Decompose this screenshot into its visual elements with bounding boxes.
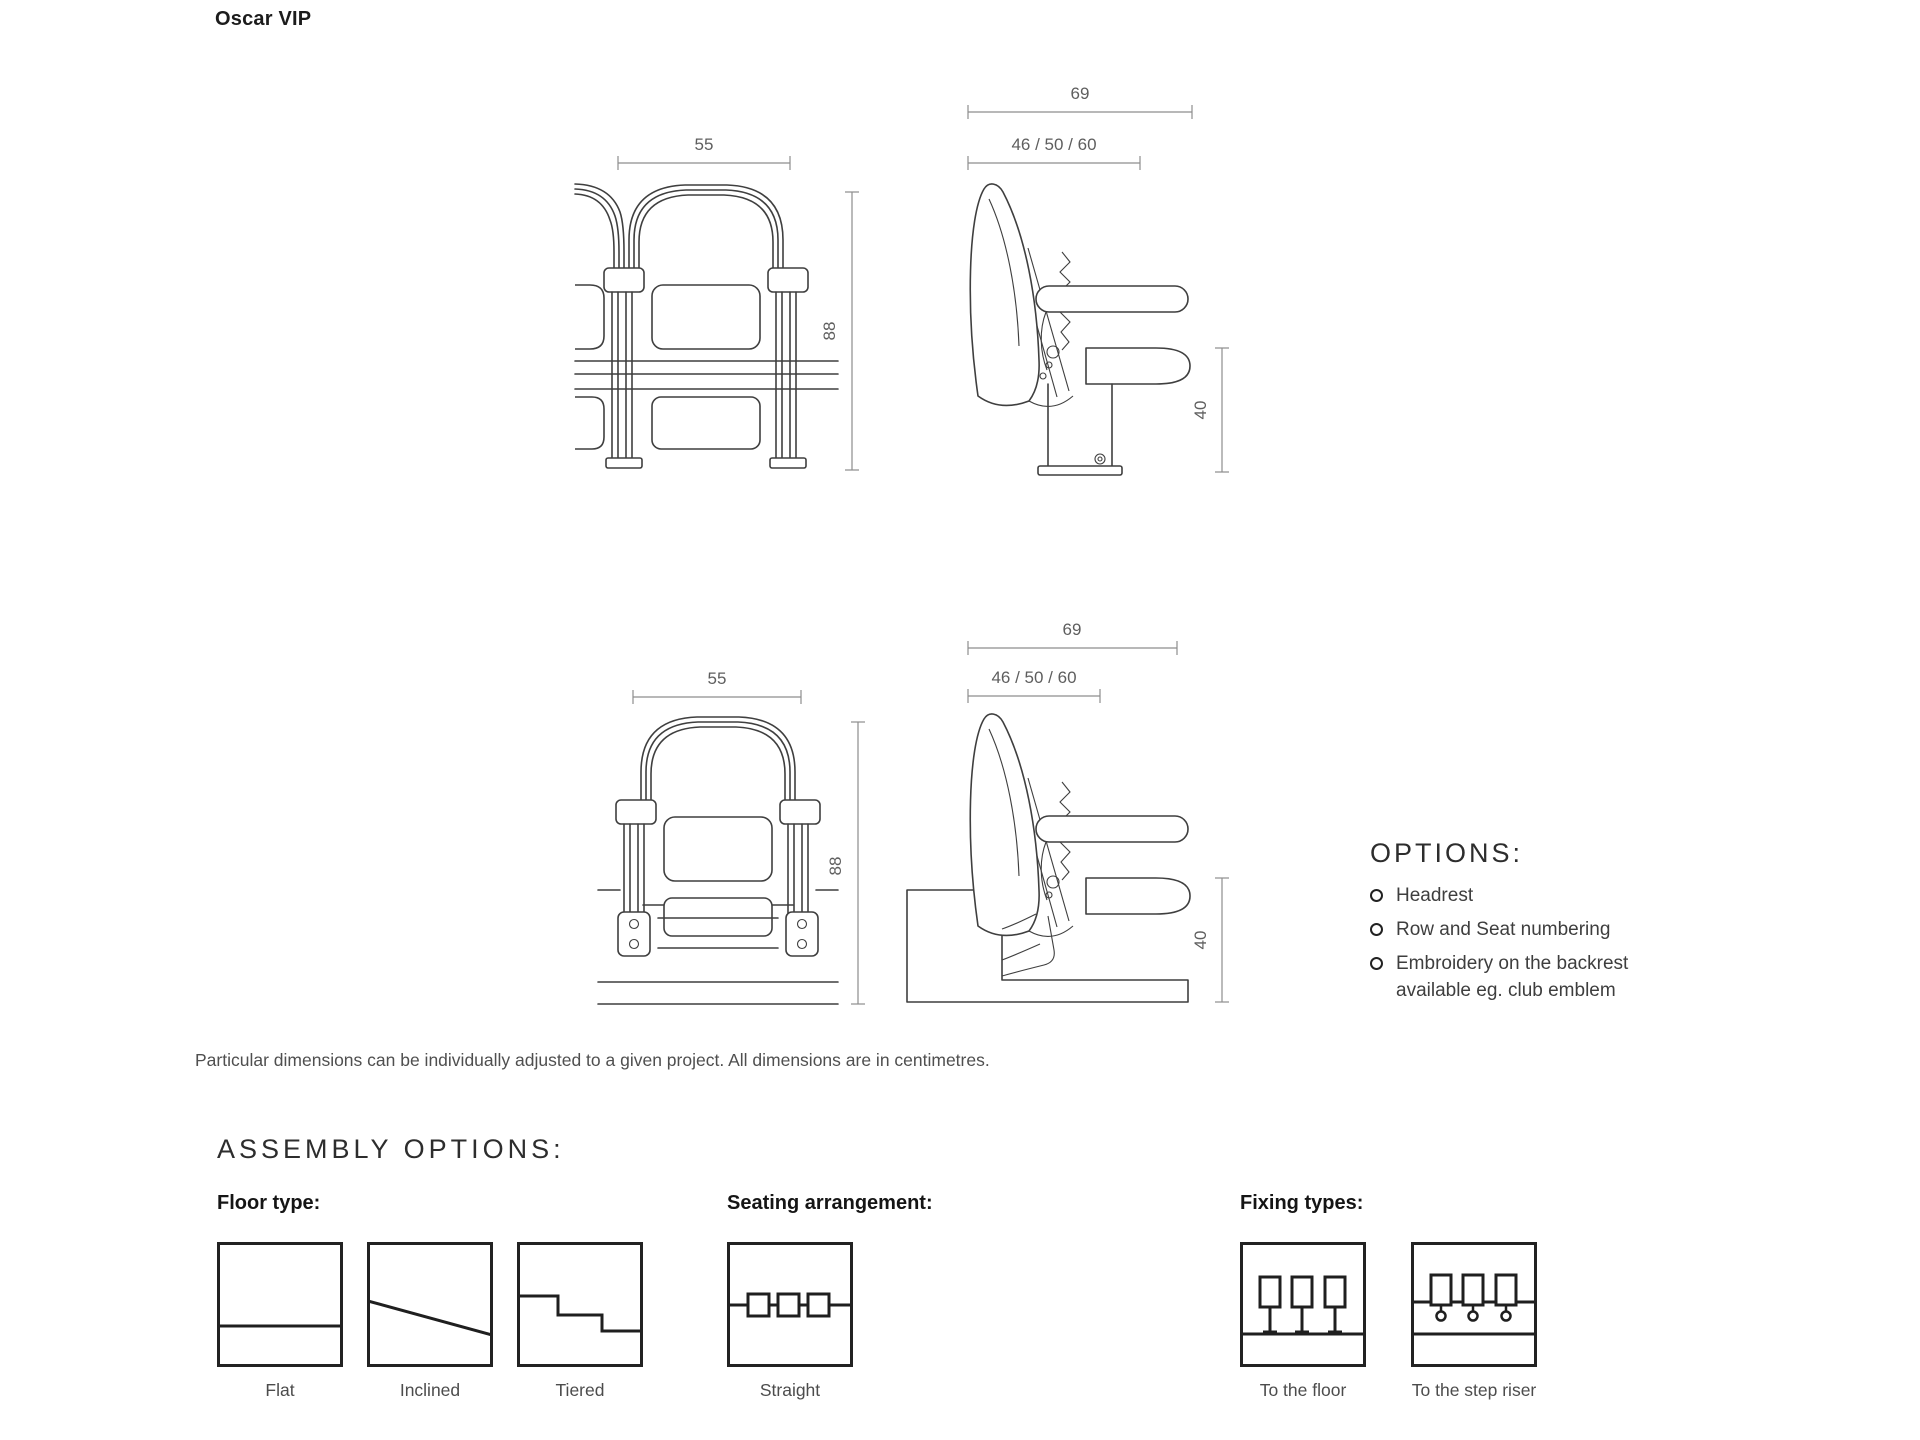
dim-depth-options: 46 / 50 / 60 <box>1011 135 1097 154</box>
tile-label: To the floor <box>1259 1380 1347 1400</box>
floor-mounted-side-view <box>968 84 1229 475</box>
dim-seat-height: 40 <box>1191 400 1210 420</box>
page-title: Oscar VIP <box>215 8 312 30</box>
step-riser-fixing-icon <box>1411 1242 1537 1367</box>
options-heading: OPTIONS: <box>1370 838 1524 868</box>
dim-height: 88 <box>820 321 839 341</box>
dim-total-depth: 69 <box>1062 620 1082 639</box>
tile-label: Flat <box>265 1380 295 1400</box>
dim-total-depth: 69 <box>1070 84 1090 103</box>
option-text: Headrest <box>1396 885 1474 906</box>
dim-depth-options: 46 / 50 / 60 <box>991 668 1077 687</box>
flat-floor-icon <box>217 1242 343 1367</box>
tiered-floor-icon <box>517 1242 643 1367</box>
group-label: Seating arrangement: <box>727 1192 933 1214</box>
assembly-options-heading: ASSEMBLY OPTIONS: <box>217 1134 565 1164</box>
floor-type-tiles <box>217 1242 643 1401</box>
dim-width: 55 <box>707 669 727 688</box>
list-item <box>1370 917 1670 943</box>
dimensions-note: Particular dimensions can be individually adjusted to a given project. All dimensions are in centimetres. <box>195 1050 990 1070</box>
fixing-types-group <box>1240 1192 1537 1401</box>
options-list <box>1370 883 1670 1004</box>
floor-mounted-front-view <box>575 135 859 470</box>
tile-label: Tiered <box>555 1380 605 1400</box>
option-text: Row and Seat numbering <box>1396 919 1611 941</box>
options-panel <box>1370 838 1670 1012</box>
list-item <box>1370 883 1670 909</box>
dim-width: 55 <box>694 135 714 154</box>
floor-type-inclined <box>367 1242 493 1401</box>
inclined-floor-icon <box>367 1242 493 1367</box>
floor-fixing-icon <box>1240 1242 1366 1367</box>
seating-arrangement-tiles <box>727 1242 933 1401</box>
option-text: Embroidery on the backrest available eg. club emblem <box>1396 953 1629 1001</box>
tile-label: Straight <box>759 1380 821 1400</box>
bullet-circle-icon <box>1370 957 1383 970</box>
floor-type-group <box>217 1192 643 1401</box>
floor-type-flat <box>217 1242 343 1401</box>
fixing-to-floor <box>1240 1242 1366 1401</box>
fixing-to-step-riser <box>1411 1242 1537 1401</box>
dim-height: 88 <box>826 856 845 876</box>
bullet-circle-icon <box>1370 923 1383 936</box>
fixing-types-tiles <box>1240 1242 1537 1401</box>
straight-row-icon <box>727 1242 853 1367</box>
riser-mounted-side-view <box>907 620 1229 1002</box>
bullet-circle-icon <box>1370 889 1383 902</box>
riser-mounted-front-view <box>598 669 865 1004</box>
group-label: Floor type: <box>217 1192 321 1214</box>
tile-label: To the step riser <box>1411 1380 1537 1400</box>
floor-type-tiered <box>517 1242 643 1401</box>
tile-label: Inclined <box>399 1380 461 1400</box>
seating-arrangement-straight <box>727 1242 853 1401</box>
group-label: Fixing types: <box>1240 1192 1364 1214</box>
seating-arrangement-group <box>727 1192 933 1401</box>
list-item <box>1370 951 1670 1003</box>
dim-seat-height: 40 <box>1191 930 1210 950</box>
